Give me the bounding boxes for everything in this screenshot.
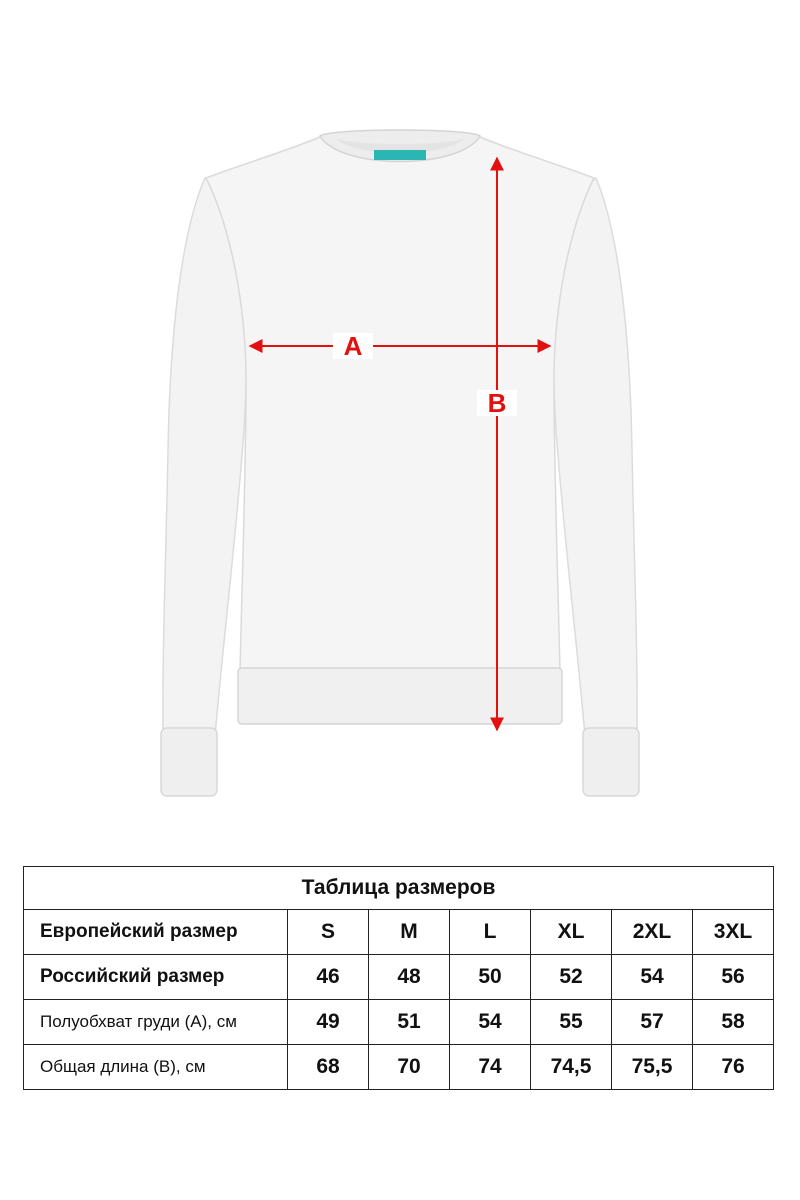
table-cell: L xyxy=(450,910,531,955)
brand-tag xyxy=(374,150,426,160)
table-cell: 57 xyxy=(612,1000,693,1045)
row-label: Российский размер xyxy=(24,955,288,1000)
table-cell: 54 xyxy=(450,1000,531,1045)
table-row xyxy=(24,1045,774,1090)
table-cell: 50 xyxy=(450,955,531,1000)
table-title-row xyxy=(24,867,774,910)
table-cell: 2XL xyxy=(612,910,693,955)
size-table xyxy=(23,866,774,1090)
table-cell: 58 xyxy=(693,1000,774,1045)
table-cell: 48 xyxy=(369,955,450,1000)
left-cuff xyxy=(161,728,217,796)
table-cell: 74 xyxy=(450,1045,531,1090)
table-cell: 70 xyxy=(369,1045,450,1090)
table-cell: 75,5 xyxy=(612,1045,693,1090)
table-title: Таблица размеров xyxy=(24,867,774,910)
table-cell: 76 xyxy=(693,1045,774,1090)
table-cell: 46 xyxy=(288,955,369,1000)
table-cell: 56 xyxy=(693,955,774,1000)
table-cell: S xyxy=(288,910,369,955)
row-label: Европейский размер xyxy=(24,910,288,955)
table-cell: 68 xyxy=(288,1045,369,1090)
waistband xyxy=(238,668,562,724)
table-cell: XL xyxy=(531,910,612,955)
table-row xyxy=(24,910,774,955)
table-cell: 49 xyxy=(288,1000,369,1045)
table-cell: M xyxy=(369,910,450,955)
label-a: A xyxy=(333,333,373,359)
label-b: B xyxy=(477,390,517,416)
sweater-body xyxy=(206,135,594,672)
table-cell: 74,5 xyxy=(531,1045,612,1090)
row-label: Общая длина (В), см xyxy=(24,1045,288,1090)
table-cell: 51 xyxy=(369,1000,450,1045)
table-cell: 55 xyxy=(531,1000,612,1045)
row-label: Полуобхват груди (А), см xyxy=(24,1000,288,1045)
table-cell: 54 xyxy=(612,955,693,1000)
table-cell: 3XL xyxy=(693,910,774,955)
table-row xyxy=(24,1000,774,1045)
right-cuff xyxy=(583,728,639,796)
table-row xyxy=(24,955,774,1000)
table-cell: 52 xyxy=(531,955,612,1000)
